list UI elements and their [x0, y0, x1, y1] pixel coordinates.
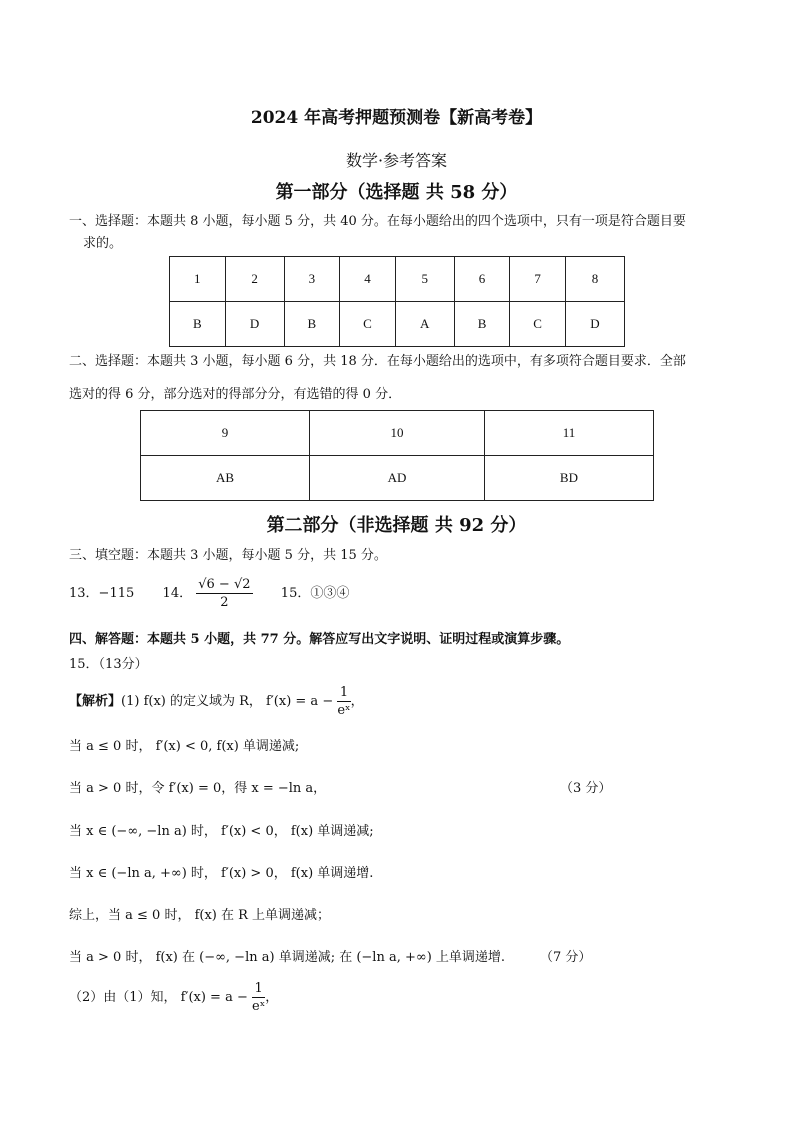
solution-line-4: 当 x ∈ (−∞, −ln a) 时， f′(x) < 0， f(x) 单调递减;: [69, 824, 374, 839]
section1-number-row: [170, 257, 625, 302]
reciprocal-fraction: [337, 684, 350, 719]
q15-label: 15．: [280, 586, 311, 601]
q13-label: 13．: [69, 586, 99, 601]
q14-numerator: √6 − √2: [198, 577, 251, 592]
solution-line-5: 当 x ∈ (−ln a, +∞) 时， f′(x) > 0， f(x) 单调递增.: [69, 866, 374, 881]
table-cell: 11: [484, 411, 653, 456]
table-cell: B: [284, 302, 340, 347]
solution-line-2: 当 a ≤ 0 时， f′(x) < 0, f(x) 单调递减;: [69, 739, 300, 754]
table-cell: 7: [510, 257, 566, 302]
table-cell: A: [395, 302, 454, 347]
table-cell: AD: [310, 456, 485, 501]
section1-answer-table: [169, 256, 625, 347]
section4-instructions: 四、解答题：本题共 5 小题，共 77 分。解答应写出文字说明、证明过程或演算步骤。: [69, 632, 570, 647]
table-cell: 9: [141, 411, 310, 456]
table-cell: 4: [340, 257, 396, 302]
document-subtitle: 数学·参考答案: [345, 151, 448, 170]
section2-number-row: [141, 411, 654, 456]
score-marker-7: （7 分）: [540, 950, 592, 965]
part2-heading: 第二部分（非选择题 共 92 分）: [266, 515, 527, 536]
solution-text: ，: [350, 694, 364, 709]
part1-heading: 第一部分（选择题 共 58 分）: [275, 182, 518, 203]
q14-answer-fraction: [196, 576, 252, 611]
table-cell: 6: [454, 257, 510, 302]
table-cell: B: [454, 302, 510, 347]
table-cell: 3: [284, 257, 340, 302]
table-cell: 10: [310, 411, 485, 456]
table-cell: B: [170, 302, 226, 347]
fraction-numerator: 1: [337, 684, 350, 702]
fraction-numerator: 1: [252, 980, 265, 998]
section1-instructions-line1: 一、选择题：本题共 8 小题，每小题 5 分，共 40 分。在每小题给出的四个选项中，只有一项是符合题目要: [69, 214, 686, 229]
table-cell: D: [225, 302, 284, 347]
q15-answer: ①③④: [310, 586, 350, 601]
q13-answer: −115: [98, 586, 135, 601]
table-cell: C: [340, 302, 396, 347]
fraction-denominator: eˣ: [252, 999, 266, 1014]
solution-line-6: 综上，当 a ≤ 0 时， f(x) 在 R 上单调递减；: [69, 908, 331, 923]
document-title: 2024 年高考押题预测卷【新高考卷】: [250, 108, 543, 128]
solution-line-1: [69, 684, 364, 720]
table-cell: 2: [225, 257, 284, 302]
analysis-tag: 【解析】: [69, 694, 122, 709]
table-cell: D: [565, 302, 624, 347]
section2-answer-row: [141, 456, 654, 501]
table-cell: BD: [484, 456, 653, 501]
q14-denominator: 2: [220, 595, 229, 610]
score-marker-3: （3 分）: [560, 781, 612, 796]
table-cell: C: [510, 302, 566, 347]
section2-answer-table: [140, 410, 654, 501]
q14-label: 14．: [162, 586, 193, 601]
reciprocal-fraction: [252, 980, 265, 1015]
table-cell: 8: [565, 257, 624, 302]
table-cell: 5: [395, 257, 454, 302]
solution-line-7: 当 a > 0 时， f(x) 在 (−∞, −ln a) 单调递减; 在 (−ln a, +∞) 上单调递增.: [69, 950, 506, 965]
solution-text: （2）由（1）知， f′(x) = a −: [69, 990, 248, 1005]
solution-line-8: [69, 980, 278, 1016]
section1-answer-row: [170, 302, 625, 347]
section3-instructions: 三、填空题：本题共 3 小题，每小题 5 分，共 15 分。: [69, 548, 387, 563]
section1-instructions-line2: 求的。: [83, 236, 123, 251]
fill-in-answers: [69, 576, 349, 612]
table-cell: 1: [170, 257, 226, 302]
fraction-denominator: eˣ: [337, 703, 351, 718]
section2-instructions-line2: 选对的得 6 分，部分选对的得部分分，有选错的得 0 分．: [69, 387, 402, 402]
solution-text: (1) f(x) 的定义域为 R， f′(x) = a −: [121, 694, 334, 709]
solution-line-3: 当 a > 0 时，令 f′(x) = 0，得 x = −ln a，: [69, 781, 327, 796]
section2-instructions-line1: 二、选择题：本题共 3 小题，每小题 6 分，共 18 分．在每小题给出的选项中，有多项符合题目要求．全部: [69, 354, 686, 369]
table-cell: AB: [141, 456, 310, 501]
problem-15-label: 15．（13分）: [69, 657, 148, 672]
solution-text: ，: [265, 990, 279, 1005]
